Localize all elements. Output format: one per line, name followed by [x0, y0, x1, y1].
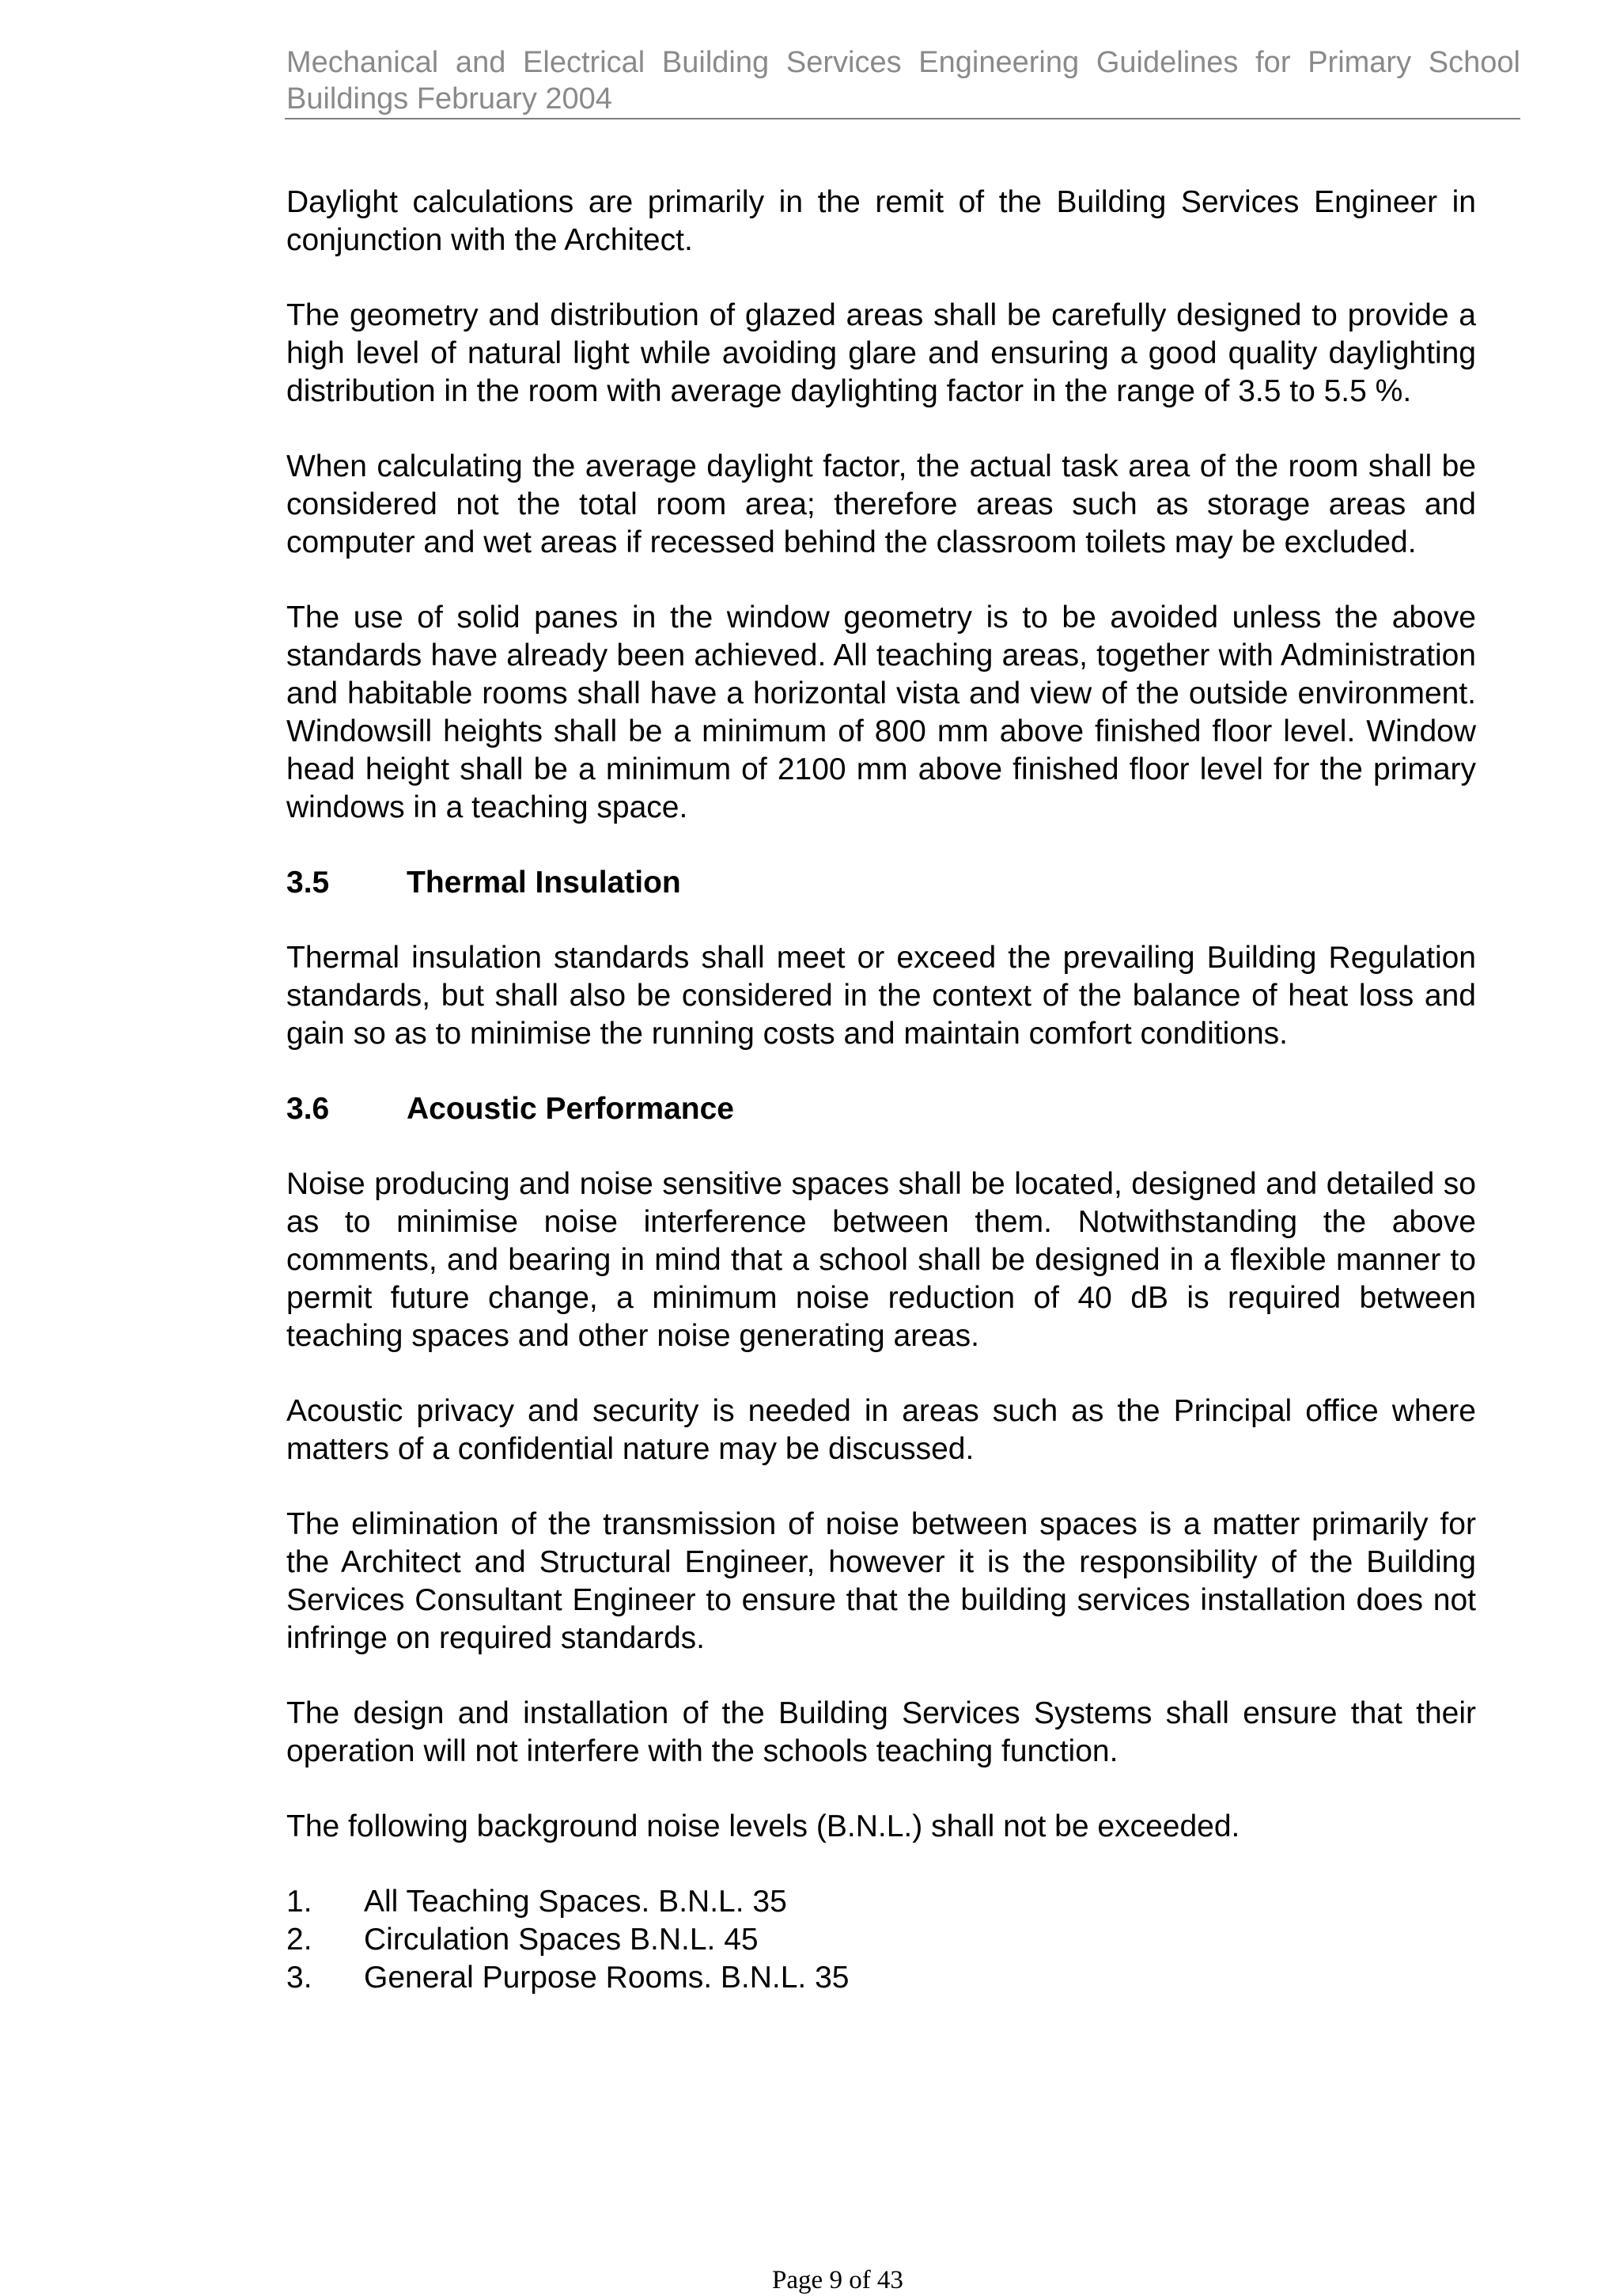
section-number: 3.5 [286, 866, 330, 900]
header-divider [285, 118, 1520, 119]
list-item-number: 3. [286, 1961, 312, 1995]
list-item-text: Circulation Spaces B.N.L. 45 [364, 1923, 759, 1957]
section-title: Acoustic Performance [407, 1092, 734, 1126]
section-heading-thermal-insulation [286, 864, 1476, 902]
running-header: Mechanical and Electrical Building Services Engineering Guidelines for Primary School Buildings February 2004 [286, 46, 1520, 116]
page-number: Page 9 of 43 [772, 2266, 903, 2294]
list-item [286, 1921, 1476, 1959]
section-number: 3.6 [286, 1092, 330, 1126]
paragraph-bnl-intro: The following background noise levels (B.N.L.) shall not be exceeded. [286, 1809, 1240, 1843]
paragraph-services-design: The design and installation of the Building Services Systems shall ensure that their operation will not interfere with the schools teaching function. [286, 1696, 1476, 1768]
section-heading-acoustic-performance [286, 1090, 1476, 1128]
paragraph-daylight-remit: Daylight calculations are primarily in the remit of the Building Services Engineer in conjunction with the Architect. [286, 185, 1476, 257]
list-item-number: 2. [286, 1923, 312, 1957]
page-body [286, 184, 1476, 1997]
paragraph-daylight-factor: When calculating the average daylight factor, the actual task area of the room shall be considered not the total room area; therefore areas such as storage areas and computer and wet areas if recessed behind the classroom toilets may be excluded. [286, 449, 1476, 559]
bnl-list [286, 1883, 1476, 1997]
list-item-text: General Purpose Rooms. B.N.L. 35 [364, 1961, 850, 1995]
section-title: Thermal Insulation [407, 866, 681, 900]
list-item [286, 1959, 1476, 1997]
paragraph-noise-spaces: Noise producing and noise sensitive spaces shall be located, designed and detailed so as to minimise noise interference between them. Notwithstanding the above comments, and bearing in mind that a school shall be designed in a flexible manner to permit future change, a minimum noise reduction of 40 dB is required between teaching spaces and other noise generating areas. [286, 1167, 1476, 1353]
paragraph-glazed-areas: The geometry and distribution of glazed areas shall be carefully designed to provide a high level of natural light while avoiding glare and ensuring a good quality daylighting distribution in the room with average daylighting factor in the range of 3.5 to 5.5 %. [286, 298, 1476, 408]
paragraph-noise-transmission: The elimination of the transmission of noise between spaces is a matter primarily for the Architect and Structural Engineer, however it is the responsibility of the Building Services Consultant Engineer to ensure that the building services installation does not infringe on required standards. [286, 1507, 1476, 1655]
paragraph-solid-panes: The use of solid panes in the window geometry is to be avoided unless the above standards have already been achieved. All teaching areas, together with Administration and habitable rooms shall have a horizontal vista and view of the outside environment. Windowsill heights shall be a minimum of 800 mm above finished floor level. Window head height shall be a minimum of 2100 mm above finished floor level for the primary windows in a teaching space. [286, 601, 1476, 824]
paragraph-acoustic-privacy: Acoustic privacy and security is needed in areas such as the Principal office where matters of a confidential nature may be discussed. [286, 1394, 1476, 1466]
list-item-number: 1. [286, 1885, 312, 1919]
list-item-text: All Teaching Spaces. B.N.L. 35 [364, 1885, 787, 1919]
paragraph-thermal-standards: Thermal insulation standards shall meet or exceed the prevailing Building Regulation standards, but shall also be considered in the context of the balance of heat loss and gain so as to minimise the running costs and maintain comfort conditions. [286, 941, 1476, 1051]
list-item [286, 1883, 1476, 1921]
